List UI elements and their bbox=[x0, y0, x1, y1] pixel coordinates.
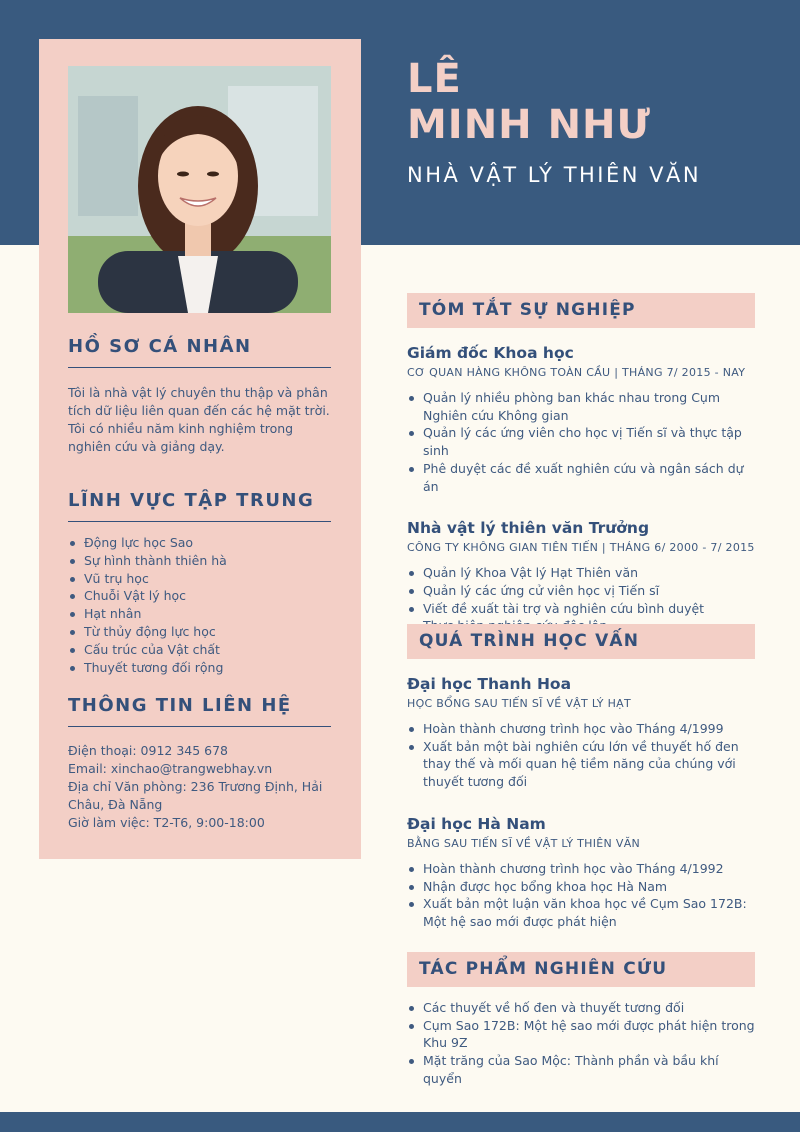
job-title: NHÀ VẬT LÝ THIÊN VĂN bbox=[407, 163, 702, 187]
school-bullets bbox=[407, 860, 755, 931]
research-bullets bbox=[407, 999, 755, 1088]
job-title-entry: Nhà vật lý thiên văn Trưởng bbox=[407, 519, 650, 538]
research-section bbox=[407, 952, 755, 1088]
career-section bbox=[407, 293, 755, 635]
contact-heading: THÔNG TIN LIÊN HỆ bbox=[68, 695, 331, 727]
bullet-item: Mặt trăng của Sao Mộc: Thành phần và bầu khí quyển bbox=[407, 1052, 755, 1087]
focus-item: Thuyết tương đối rộng bbox=[68, 659, 331, 677]
contact-phone: Điện thoại: 0912 345 678 bbox=[68, 743, 229, 758]
school-bullets bbox=[407, 720, 755, 791]
bullet-item: Các thuyết về hố đen và thuyết tương đối bbox=[407, 999, 755, 1017]
focus-item: Hạt nhân bbox=[68, 605, 331, 623]
bullet-item: Cụm Sao 172B: Một hệ sao mới được phát hiện trong Khu 9Z bbox=[407, 1017, 755, 1052]
contact-details bbox=[68, 742, 331, 832]
job-bullets bbox=[407, 389, 755, 495]
focus-item: Cấu trúc của Vật chất bbox=[68, 641, 331, 659]
focus-item: Vũ trụ học bbox=[68, 570, 331, 588]
bullet-item: Hoàn thành chương trình học vào Tháng 4/1999 bbox=[407, 720, 755, 738]
footer-band bbox=[0, 1112, 800, 1132]
bullet-item: Xuất bản một bài nghiên cứu lớn về thuyết hố đen thay thế và mối quan hệ tiềm năng của chúng với thuyết tương đối bbox=[407, 738, 755, 791]
contact-section bbox=[68, 695, 331, 832]
bullet-item: Quản lý các ứng cử viên học vị Tiến sĩ bbox=[407, 582, 755, 600]
bullet-item: Quản lý nhiều phòng ban khác nhau trong Cụm Nghiên cứu Không gian bbox=[407, 389, 755, 424]
name-line-1: LÊ bbox=[407, 56, 462, 102]
focus-item: Sự hình thành thiên hà bbox=[68, 552, 331, 570]
bullet-item: Nhận được học bổng khoa học Hà Nam bbox=[407, 878, 755, 896]
focus-heading: LĨNH VỰC TẬP TRUNG bbox=[68, 490, 331, 522]
school-title: Đại học Hà Nam bbox=[407, 814, 546, 833]
education-section bbox=[407, 624, 755, 931]
bullet-item: Phê duyệt các đề xuất nghiên cứu và ngân sách dự án bbox=[407, 460, 755, 495]
job-subtitle: CÔNG TY KHÔNG GIAN TIÊN TIẾN | THÁNG 6/ 2000 - 7/ 2015 bbox=[407, 541, 755, 555]
profile-photo bbox=[68, 66, 331, 313]
contact-address: Địa chỉ Văn phòng: 236 Trương Định, Hải Châu, Đà Nẵng bbox=[68, 779, 323, 812]
contact-hours: Giờ làm việc: T2-T6, 9:00-18:00 bbox=[68, 815, 265, 830]
focus-section bbox=[68, 490, 331, 676]
portrait-illustration bbox=[68, 66, 331, 313]
profile-text: Tôi là nhà vật lý chuyên thu thập và phân tích dữ liệu liên quan đến các hệ mặt trời. Tôi có nhiều năm kinh nghiệm trong nghiên cứu và giảng dạy. bbox=[68, 385, 330, 454]
school-title: Đại học Thanh Hoa bbox=[407, 675, 572, 693]
bullet-item: Xuất bản một luận văn khoa học về Cụm Sao 172B: Một hệ sao mới được phát hiện bbox=[407, 895, 755, 930]
name-line-2: MINH NHƯ bbox=[407, 102, 651, 148]
bullet-item: Hoàn thành chương trình học vào Tháng 4/1992 bbox=[407, 860, 755, 878]
focus-item: Từ thủy động lực học bbox=[68, 623, 331, 641]
education-heading: QUÁ TRÌNH HỌC VẤN bbox=[407, 624, 755, 659]
school-subtitle: BẰNG SAU TIẾN SĨ VỀ VẬT LÝ THIÊN VĂN bbox=[407, 836, 641, 850]
school-subtitle: HỌC BỔNG SAU TIẾN SĨ VỀ VẬT LÝ HẠT bbox=[407, 697, 632, 710]
sidebar bbox=[39, 39, 361, 859]
focus-item: Chuỗi Vật lý học bbox=[68, 587, 331, 605]
research-heading: TÁC PHẨM NGHIÊN CỨU bbox=[407, 952, 755, 987]
career-heading: TÓM TẮT SỰ NGHIỆP bbox=[407, 293, 755, 328]
profile-heading: HỒ SƠ CÁ NHÂN bbox=[68, 336, 331, 368]
focus-list bbox=[68, 534, 331, 676]
job-subtitle: CƠ QUAN HÀNG KHÔNG TOÀN CẦU | THÁNG 7/ 2015 - NAY bbox=[407, 366, 746, 379]
bullet-item: Quản lý các ứng viên cho học vị Tiến sĩ và thực tập sinh bbox=[407, 424, 755, 459]
person-name bbox=[407, 56, 651, 148]
focus-item: Động lực học Sao bbox=[68, 534, 331, 552]
job-title-entry: Giám đốc Khoa học bbox=[407, 344, 574, 362]
contact-email: Email: xinchao@trangwebhay.vn bbox=[68, 761, 273, 776]
bullet-item: Quản lý Khoa Vật lý Hạt Thiên văn bbox=[407, 564, 755, 582]
profile-section bbox=[68, 336, 331, 456]
bullet-item: Viết đề xuất tài trợ và nghiên cứu bình duyệt bbox=[407, 600, 755, 618]
